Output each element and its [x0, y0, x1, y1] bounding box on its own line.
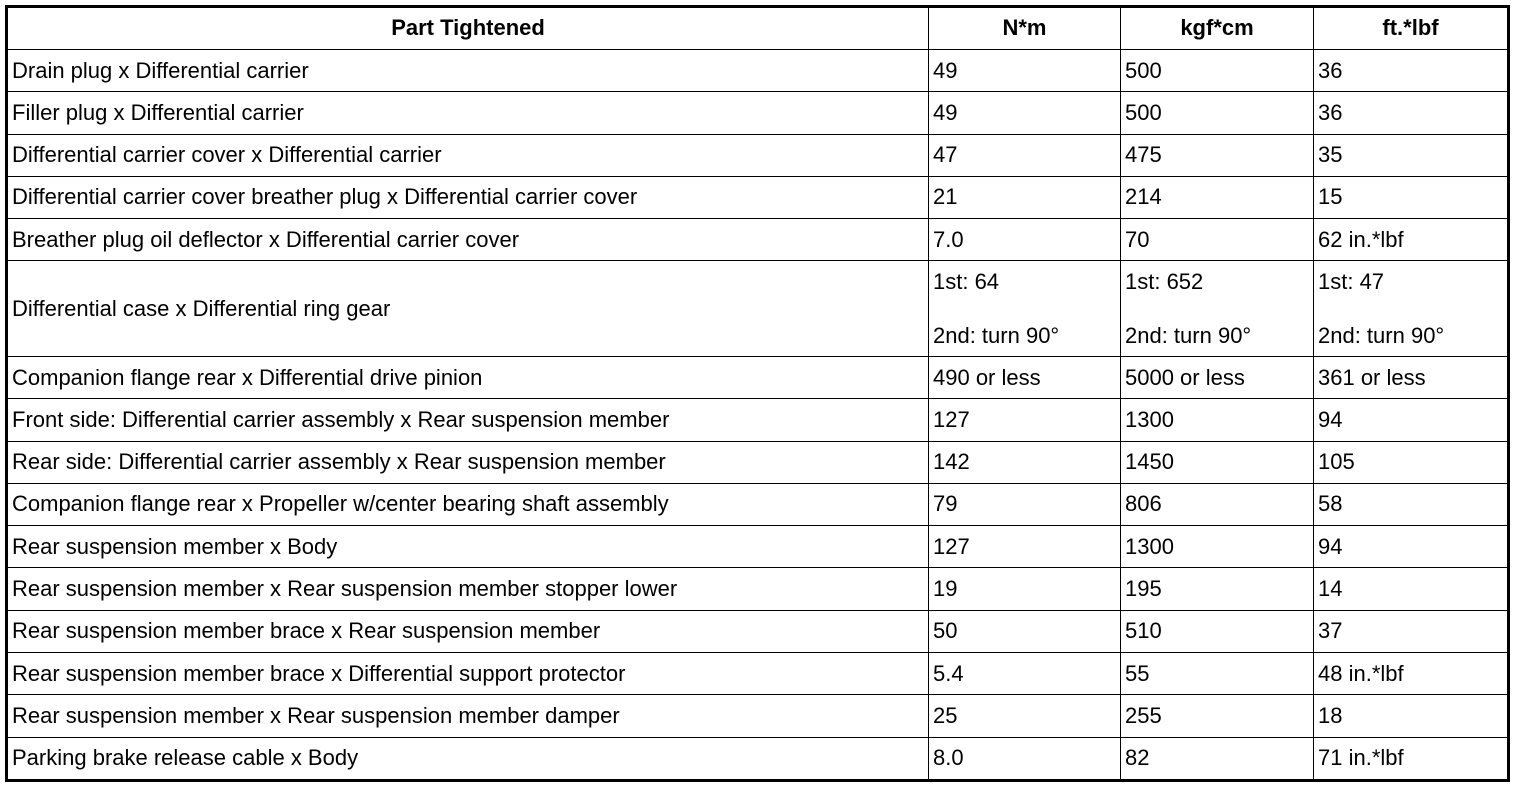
kgf-cell: 1300: [1121, 399, 1314, 441]
kgf-cell: 500: [1121, 92, 1314, 134]
table-row: [7, 441, 1509, 483]
ft-cell: 105: [1314, 441, 1509, 483]
kgf-cell: 70: [1121, 219, 1314, 261]
kgf-cell: [1121, 261, 1314, 357]
table-row: [7, 219, 1509, 261]
part-cell: Rear suspension member x Rear suspension member damper: [7, 695, 929, 737]
part-cell: Rear suspension member brace x Rear suspension member: [7, 610, 929, 652]
part-cell: Breather plug oil deflector x Differential carrier cover: [7, 219, 929, 261]
part-cell: Rear suspension member x Rear suspension member stopper lower: [7, 568, 929, 610]
nm-cell: 25: [929, 695, 1121, 737]
nm-cell: 127: [929, 526, 1121, 568]
part-cell: Companion flange rear x Differential drive pinion: [7, 357, 929, 399]
first-step-value: 1st: 47: [1318, 268, 1385, 294]
table-row: [7, 134, 1509, 176]
ft-cell: 36: [1314, 92, 1509, 134]
part-cell: Filler plug x Differential carrier: [7, 92, 929, 134]
ft-cell: 58: [1314, 483, 1509, 525]
table-row: [7, 695, 1509, 737]
ft-cell: 36: [1314, 50, 1509, 92]
table-header-row: [7, 7, 1509, 50]
table-row: [7, 399, 1509, 441]
ft-cell: [1314, 261, 1509, 357]
nm-cell: 49: [929, 92, 1121, 134]
second-step-value: 2nd: turn 90°: [933, 322, 1060, 348]
nm-cell: 8.0: [929, 737, 1121, 780]
part-cell: Differential case x Differential ring gear: [7, 261, 929, 357]
ft-cell: 15: [1314, 176, 1509, 218]
second-step-value: 2nd: turn 90°: [1125, 322, 1252, 348]
part-cell: Rear side: Differential carrier assembly x Rear suspension member: [7, 441, 929, 483]
column-header-part-tightened: Part Tightened: [7, 7, 929, 50]
kgf-cell: 5000 or less: [1121, 357, 1314, 399]
part-cell: Companion flange rear x Propeller w/center bearing shaft assembly: [7, 483, 929, 525]
nm-cell: 49: [929, 50, 1121, 92]
part-cell: Rear suspension member x Body: [7, 526, 929, 568]
kgf-cell: 806: [1121, 483, 1314, 525]
ft-cell: 62 in.*lbf: [1314, 219, 1509, 261]
torque-spec-sheet: [5, 5, 1507, 782]
column-header-newton-meters: N*m: [929, 7, 1121, 50]
table-row: [7, 176, 1509, 218]
kgf-cell: 82: [1121, 737, 1314, 780]
first-step-value: 1st: 64: [933, 268, 1000, 294]
nm-cell: 490 or less: [929, 357, 1121, 399]
nm-cell: 142: [929, 441, 1121, 483]
ft-cell: 18: [1314, 695, 1509, 737]
second-step-value: 2nd: turn 90°: [1318, 322, 1445, 348]
table-row: [7, 92, 1509, 134]
table-row: [7, 610, 1509, 652]
table-row: [7, 653, 1509, 695]
table-row: [7, 357, 1509, 399]
nm-cell: 7.0: [929, 219, 1121, 261]
table-row: [7, 483, 1509, 525]
ft-cell: 14: [1314, 568, 1509, 610]
column-header-ft-lbf: ft.*lbf: [1314, 7, 1509, 50]
part-cell: Differential carrier cover x Differential carrier: [7, 134, 929, 176]
torque-spec-table: [5, 5, 1510, 782]
table-row: [7, 526, 1509, 568]
ft-cell: 94: [1314, 399, 1509, 441]
nm-cell: 127: [929, 399, 1121, 441]
part-cell: Drain plug x Differential carrier: [7, 50, 929, 92]
ft-cell: 37: [1314, 610, 1509, 652]
nm-cell: 79: [929, 483, 1121, 525]
ft-cell: 361 or less: [1314, 357, 1509, 399]
nm-cell: [929, 261, 1121, 357]
kgf-cell: 500: [1121, 50, 1314, 92]
ft-cell: 71 in.*lbf: [1314, 737, 1509, 780]
ft-cell: 48 in.*lbf: [1314, 653, 1509, 695]
part-cell: Differential carrier cover breather plug x Differential carrier cover: [7, 176, 929, 218]
column-header-kgf-cm: kgf*cm: [1121, 7, 1314, 50]
part-cell: Front side: Differential carrier assembly x Rear suspension member: [7, 399, 929, 441]
kgf-cell: 1450: [1121, 441, 1314, 483]
first-step-value: 1st: 652: [1125, 268, 1204, 294]
table-row: [7, 50, 1509, 92]
kgf-cell: 1300: [1121, 526, 1314, 568]
ft-cell: 94: [1314, 526, 1509, 568]
kgf-cell: 195: [1121, 568, 1314, 610]
kgf-cell: 475: [1121, 134, 1314, 176]
nm-cell: 19: [929, 568, 1121, 610]
kgf-cell: 255: [1121, 695, 1314, 737]
nm-cell: 5.4: [929, 653, 1121, 695]
nm-cell: 50: [929, 610, 1121, 652]
nm-cell: 47: [929, 134, 1121, 176]
part-cell: Rear suspension member brace x Differential support protector: [7, 653, 929, 695]
kgf-cell: 55: [1121, 653, 1314, 695]
kgf-cell: 214: [1121, 176, 1314, 218]
part-cell: Parking brake release cable x Body: [7, 737, 929, 780]
ft-cell: 35: [1314, 134, 1509, 176]
table-row: [7, 568, 1509, 610]
table-row: [7, 261, 1509, 357]
kgf-cell: 510: [1121, 610, 1314, 652]
nm-cell: 21: [929, 176, 1121, 218]
table-row: [7, 737, 1509, 780]
